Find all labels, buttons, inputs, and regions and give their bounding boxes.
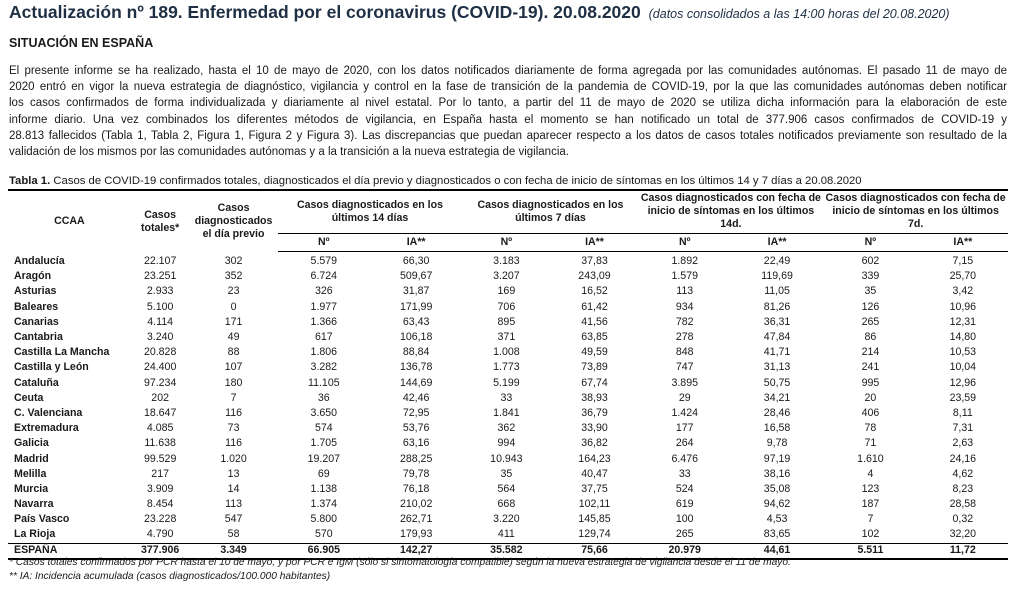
cell-ia-7d: 61,42 [581, 300, 608, 313]
cell-ia-7d: 145,85 [578, 513, 611, 526]
cell-ia-sint-7d: 24,16 [949, 452, 977, 465]
cell-ccaa: Galicia [14, 437, 49, 450]
table-row [8, 436, 1008, 451]
cell-n-sint-7d: 123 [861, 482, 880, 495]
cell-ia-14d: 171,99 [399, 300, 433, 313]
table-caption-label: Tabla 1. [9, 175, 51, 187]
cell-casos-totales: 99.529 [143, 452, 177, 465]
cell-dia-previo: 113 [225, 498, 243, 511]
cell-n-sint-14d: 100 [675, 513, 694, 526]
cell-casos-totales: 5.100 [146, 300, 174, 313]
cell-n-sint-14d: 177 [675, 422, 694, 435]
cell-n-sint-14d: 3.895 [671, 376, 698, 389]
cell-n-7d: 3.183 [493, 255, 520, 268]
cell-n-14d: 326 [314, 285, 333, 298]
paragraph-line: 28.813 fallecidos (Tabla 1, Tabla 2, Figura 1, Figura 2 y Figura 3). Las discrepancias que puedan aparecer respecto a los datos de casos totales notificados previamente son resultado de la [9, 129, 1007, 142]
cell-n-7d: 668 [497, 498, 516, 511]
cell-casos-totales: 4.790 [146, 528, 174, 541]
cell-dia-previo: 180 [224, 376, 243, 389]
report-title-main: Actualización nº 189. Enfermedad por el coronavirus (COVID-19). 20.08.2020 [9, 2, 641, 22]
cell-ia-7d: 63,85 [581, 331, 608, 344]
cell-ia-sint-14d: 44,61 [731, 543, 823, 559]
cell-ccaa: Canarias [14, 315, 59, 328]
cell-ia-sint-14d: 36,31 [763, 315, 791, 328]
cell-ia-sint-7d: 3,42 [952, 285, 974, 298]
cell-ia-7d: 102,11 [578, 498, 611, 511]
header-casos-totales: Casos totales* [131, 190, 190, 252]
table-row [8, 391, 1008, 406]
table-row [8, 497, 1008, 512]
table-body [8, 252, 1008, 559]
cell-n-sint-14d: 1.424 [671, 406, 698, 419]
cell-ccaa: Baleares [14, 300, 59, 313]
footnote-casos-totales: * Casos totales confirmados por PCR hasta el 10 de mayo, y por PCR e IgM (sólo si sintomatología compatible) según la nueva estrategia de vigilancia desde el 11 de mayo. [9, 557, 791, 568]
cell-casos-totales: 3.240 [146, 331, 174, 344]
cell-casos-totales: 11.638 [144, 437, 176, 450]
cell-n-sint-7d: 7 [867, 513, 874, 526]
cell-casos-totales: 3.909 [146, 482, 174, 495]
cell-ia-sint-14d: 28,46 [763, 406, 791, 419]
cell-dia-previo: 7 [230, 391, 237, 404]
cell-ia-sint-7d: 10,04 [949, 361, 977, 374]
paragraph-line: los casos confirmados de forma individualizada y diariamente al nivel estatal. Por lo tanto, a partir del 11 de mayo de 2020 se utiliza dicha información para la elaboración de este [9, 97, 1007, 110]
cell-ia-sint-7d: 25,70 [949, 270, 977, 283]
cell-ia-14d: 210,02 [399, 498, 433, 511]
cell-casos-totales: 24.400 [143, 361, 177, 374]
cell-dia-previo: 302 [224, 254, 243, 267]
cell-ia-14d: 42,46 [402, 391, 430, 404]
cell-n-sint-14d: 1.892 [671, 255, 698, 268]
cell-ccaa: C. Valenciana [14, 406, 83, 419]
cell-ia-sint-14d: 83,65 [763, 528, 791, 541]
cell-ccaa: ESPAÑA [8, 543, 131, 559]
cell-ia-7d: 16,52 [581, 285, 608, 298]
cell-n-14d: 36 [317, 391, 330, 404]
cell-ia-sint-7d: 8,23 [952, 482, 974, 495]
cell-n-sint-7d: 241 [861, 361, 880, 374]
cell-ccaa: La Rioja [14, 528, 56, 541]
cell-n-sint-14d: 29 [678, 391, 691, 404]
cell-n-7d: 362 [497, 422, 516, 435]
cell-dia-previo: 1.020 [220, 452, 247, 465]
cell-n-7d: 895 [497, 315, 516, 328]
cell-dia-previo: 88 [227, 346, 240, 359]
header-group-14-dias: Casos diagnosticados en los últimos 14 días [278, 190, 463, 234]
cell-ccaa: Madrid [14, 452, 49, 465]
cell-casos-totales: 2.933 [146, 285, 174, 298]
cell-ia-14d: 262,71 [399, 513, 433, 526]
cell-n-7d: 706 [497, 300, 516, 313]
cell-ia-sint-14d: 47,84 [763, 331, 791, 344]
cell-casos-totales: 8.454 [146, 498, 174, 511]
cell-ia-sint-7d: 12,96 [949, 376, 977, 389]
header-group-sintomas-7d: Casos diagnosticados con fecha de inicio de síntomas en los últimos 7d. [823, 190, 1008, 234]
cell-ia-14d: 142,27 [370, 543, 462, 559]
cell-n-14d: 11.105 [307, 376, 340, 389]
table-row [8, 269, 1008, 284]
cell-ia-14d: 179,93 [399, 528, 433, 541]
cell-ia-7d: 129,74 [578, 528, 611, 541]
cell-ccaa: Cataluña [14, 376, 59, 389]
cell-dia-previo: 58 [227, 528, 240, 541]
cell-ia-sint-14d: 94,62 [763, 498, 791, 511]
cell-ia-14d: 88,84 [402, 346, 430, 359]
cell-ia-sint-7d: 8,11 [952, 406, 973, 419]
table-row [8, 406, 1008, 421]
cell-n-14d: 6.724 [310, 270, 338, 283]
cell-n-sint-7d: 102 [861, 528, 880, 541]
cell-n-sint-7d: 339 [861, 270, 880, 283]
cell-ia-7d: 67,74 [581, 376, 608, 389]
cell-ccaa: Asturias [14, 285, 57, 298]
cell-ccaa: Navarra [14, 498, 54, 511]
cell-ia-sint-7d: 10,96 [949, 300, 977, 313]
cell-dia-previo: 13 [227, 467, 240, 480]
cell-ia-sint-7d: 14,80 [949, 331, 977, 344]
header-ia: IA** [918, 234, 1008, 252]
cell-ia-sint-7d: 10,53 [949, 346, 977, 359]
cell-n-14d: 19.207 [307, 452, 340, 465]
cell-n-7d: 5.199 [493, 376, 520, 389]
cell-ia-sint-14d: 16,58 [763, 422, 791, 435]
cell-ia-sint-14d: 9,78 [766, 437, 788, 450]
cell-casos-totales: 18.647 [143, 406, 177, 419]
cell-n-7d: 411 [497, 528, 515, 541]
cell-n-14d: 617 [314, 331, 333, 344]
header-n: Nº [639, 234, 731, 252]
table-row [8, 482, 1008, 497]
footnotes [9, 556, 791, 584]
cell-dia-previo: 107 [224, 361, 243, 374]
cell-n-14d: 1.374 [310, 498, 338, 511]
cell-casos-totales: 217 [151, 467, 169, 480]
table-row [8, 467, 1008, 482]
cell-n-sint-14d: 619 [675, 498, 694, 511]
cell-casos-totales: 23.228 [143, 513, 177, 526]
cell-casos-totales: 4.114 [147, 315, 173, 328]
cell-ia-14d: 136,78 [399, 361, 433, 374]
cell-ia-14d: 106,18 [399, 331, 433, 344]
header-ia: IA** [731, 234, 823, 252]
cell-dia-previo: 23 [227, 285, 240, 298]
cell-ia-sint-14d: 38,16 [763, 467, 791, 480]
header-ia: IA** [370, 234, 462, 252]
cell-ia-sint-7d: 2,63 [952, 437, 974, 450]
cell-n-14d: 570 [314, 528, 333, 541]
cell-ia-14d: 66,30 [402, 255, 430, 268]
cell-n-7d: 3.220 [493, 513, 520, 526]
table-row [8, 451, 1008, 466]
table-row [8, 315, 1008, 330]
cell-n-14d: 5.800 [310, 513, 338, 526]
cell-dia-previo: 116 [225, 406, 243, 419]
cell-ia-sint-7d: 4,62 [952, 467, 974, 480]
paragraph-line: validación de los mismos por las comunidades autónomas y a la transición a la nueva estrategia de vigilancia. [9, 146, 569, 159]
cell-ia-14d: 144,69 [399, 376, 433, 389]
cell-ia-sint-14d: 50,75 [763, 376, 791, 389]
cell-ia-sint-14d: 22,49 [763, 255, 791, 268]
cell-casos-totales: 4.085 [146, 422, 174, 435]
section-heading: SITUACIÓN EN ESPAÑA [9, 36, 154, 50]
cell-ia-14d: 79,78 [402, 467, 430, 480]
header-group-sintomas-14d: Casos diagnosticados con fecha de inicio de síntomas en los últimos 14d. [639, 190, 824, 234]
header-n: Nº [462, 234, 550, 252]
cell-ia-sint-14d: 31,13 [763, 361, 791, 374]
table-row [8, 421, 1008, 436]
cell-casos-totales: 202 [151, 391, 169, 404]
cell-ia-sint-14d: 119,69 [761, 270, 793, 283]
cell-n-sint-7d: 406 [861, 406, 880, 419]
footnote-ia: ** IA: Incidencia acumulada (casos diagnosticados/100.000 habitantes) [9, 571, 331, 582]
cell-ccaa: Castilla La Mancha [14, 346, 110, 359]
cell-dia-previo: 49 [227, 331, 240, 344]
table-row [8, 300, 1008, 315]
cell-dia-previo: 14 [227, 482, 240, 495]
cell-ia-14d: 72,95 [402, 406, 430, 419]
header-n: Nº [823, 234, 917, 252]
cell-n-7d: 33 [500, 391, 513, 404]
cell-n-7d: 1.773 [493, 361, 520, 374]
cell-n-7d: 371 [497, 331, 516, 344]
cell-ia-sint-14d: 81,26 [763, 300, 791, 313]
paragraph-line: 2020 entró en vigor la nueva estrategia de diagnóstico, vigilancia y control en la fase de transición de la pandemia de COVID-19, por la que las comunidades autónomas deben notificar [9, 81, 1007, 94]
cell-ia-sint-7d: 28,58 [949, 498, 977, 511]
cell-ia-7d: 36,82 [581, 437, 608, 450]
header-ccaa: CCAA [8, 190, 131, 252]
cell-dia-previo: 352 [224, 270, 243, 283]
cell-n-sint-7d: 35 [864, 285, 877, 298]
cell-ccaa: Cantabria [14, 331, 63, 344]
cell-ia-7d: 49,59 [581, 346, 608, 359]
cell-n-7d: 35 [500, 467, 513, 480]
cell-n-sint-14d: 782 [675, 315, 694, 328]
report-title-subtitle: (datos consolidados a las 14:00 horas del 20.08.2020) [648, 7, 950, 21]
cell-n-14d: 1.705 [310, 437, 338, 450]
cell-ia-sint-14d: 97,19 [763, 452, 791, 465]
cell-ia-sint-7d: 0,32 [952, 513, 974, 526]
cell-ccaa: País Vasco [14, 513, 70, 526]
cell-n-sint-14d: 1.579 [671, 270, 698, 283]
cell-n-sint-7d: 1.610 [857, 452, 884, 465]
cell-ia-7d: 38,93 [581, 391, 608, 404]
cell-ia-7d: 243,09 [578, 270, 611, 283]
cell-n-sint-14d: 33 [678, 467, 691, 480]
cell-ia-7d: 73,89 [581, 361, 608, 374]
covid-cases-table [8, 189, 1008, 560]
cell-ia-sint-14d: 11,05 [764, 285, 790, 298]
table-row [8, 527, 1008, 543]
cell-n-7d: 994 [497, 437, 516, 450]
cell-n-7d: 564 [497, 482, 516, 495]
cell-ia-7d: 40,47 [581, 467, 608, 480]
cell-n-sint-14d: 848 [675, 346, 694, 359]
cell-ia-7d: 37,83 [581, 255, 608, 268]
cell-ia-sint-7d: 11,72 [918, 543, 1008, 559]
cell-ia-sint-14d: 4,53 [766, 513, 788, 526]
cell-ia-sint-14d: 35,08 [763, 482, 791, 495]
cell-n-7d: 10.943 [490, 452, 523, 465]
report-title [9, 2, 950, 23]
cell-n-sint-7d: 71 [864, 437, 877, 450]
table-row [8, 345, 1008, 360]
cell-n-7d: 169 [497, 285, 516, 298]
cell-n-sint-14d: 747 [675, 361, 694, 374]
cell-n-sint-14d: 524 [675, 482, 694, 495]
header-ia: IA** [550, 234, 638, 252]
cell-n-sint-14d: 264 [675, 437, 694, 450]
cell-ia-14d: 53,76 [402, 422, 430, 435]
intro-paragraph [9, 63, 1007, 160]
header-group-7-dias: Casos diagnosticados en los últimos 7 días [462, 190, 638, 234]
cell-n-sint-14d: 113 [676, 285, 694, 298]
cell-n-7d: 3.207 [493, 270, 520, 283]
cell-ccaa: Extremadura [14, 422, 79, 435]
cell-casos-totales: 97.234 [143, 376, 177, 389]
table-caption-text: Casos de COVID-19 confirmados totales, diagnosticados el día previo y diagnosticados o con fecha de inicio de síntomas en los últimos 14 y 7 días a 20.08.2020 [53, 175, 862, 187]
cell-ccaa: Castilla y León [14, 361, 89, 374]
cell-n-7d: 35.582 [462, 543, 550, 559]
cell-n-sint-7d: 4 [867, 467, 874, 480]
cell-ia-sint-14d: 41,71 [763, 346, 791, 359]
cell-n-sint-7d: 86 [864, 331, 877, 344]
cell-n-14d: 3.650 [310, 406, 338, 419]
cell-n-14d: 66.905 [278, 543, 370, 559]
cell-dia-previo: 171 [224, 315, 243, 328]
cell-ccaa: Ceuta [14, 391, 44, 404]
cell-casos-totales: 377.906 [131, 543, 190, 559]
cell-n-sint-14d: 6.476 [671, 452, 698, 465]
cell-ia-7d: 164,23 [578, 452, 611, 465]
cell-n-sint-7d: 995 [861, 376, 880, 389]
cell-n-14d: 69 [317, 467, 330, 480]
cell-ia-sint-7d: 32,20 [949, 528, 977, 541]
header-n: Nº [278, 234, 370, 252]
cell-dia-previo: 116 [225, 437, 243, 450]
table-row [8, 512, 1008, 527]
cell-ia-14d: 63,43 [402, 315, 430, 328]
cell-n-sint-7d: 20 [864, 391, 877, 404]
cell-n-sint-7d: 78 [864, 422, 877, 435]
cell-n-sint-14d: 278 [675, 331, 694, 344]
cell-ia-14d: 509,67 [399, 270, 433, 283]
cell-ia-sint-7d: 23,59 [949, 391, 977, 404]
cell-dia-previo: 547 [224, 513, 243, 526]
cell-ccaa: Melilla [14, 467, 47, 480]
cell-n-14d: 5.579 [310, 255, 338, 268]
cell-ia-7d: 41,56 [581, 315, 608, 328]
cell-ia-7d: 36,79 [581, 406, 608, 419]
cell-dia-previo: 0 [230, 300, 237, 313]
cell-n-sint-14d: 265 [675, 528, 694, 541]
cell-n-7d: 1.008 [493, 346, 520, 359]
cell-n-sint-7d: 126 [861, 300, 880, 313]
cell-n-14d: 3.282 [310, 361, 338, 374]
cell-ia-sint-7d: 7,31 [952, 422, 974, 435]
cell-ia-7d: 37,75 [581, 482, 608, 495]
table-row [8, 376, 1008, 391]
cell-casos-totales: 23.251 [143, 270, 177, 283]
cell-casos-totales: 20.828 [143, 346, 177, 359]
cell-n-sint-7d: 5.511 [823, 543, 917, 559]
table-row [8, 360, 1008, 375]
cell-ia-7d: 75,66 [550, 543, 638, 559]
cell-dia-previo: 3.349 [190, 543, 278, 559]
cell-n-sint-7d: 214 [861, 346, 880, 359]
paragraph-line: informe diario. Una vez combinados los diferentes métodos de vigilancia, en España hasta el momento se han notificado un total de 377.906 casos confirmados de COVID-19 y [9, 113, 1007, 126]
header-dia-previo: Casos diagnosticados el día previo [190, 190, 278, 252]
cell-dia-previo: 73 [227, 422, 240, 435]
cell-ia-14d: 76,18 [402, 482, 430, 495]
cell-ia-sint-7d: 7,15 [952, 255, 974, 268]
cell-n-7d: 1.841 [493, 406, 520, 419]
table-row [8, 330, 1008, 345]
cell-n-14d: 574 [314, 422, 333, 435]
cell-n-14d: 1.138 [310, 482, 338, 495]
cell-ia-14d: 63,16 [402, 437, 430, 450]
table-row [8, 284, 1008, 299]
cell-ia-14d: 31,87 [402, 285, 430, 298]
cell-n-14d: 1.366 [310, 315, 338, 328]
cell-n-sint-14d: 934 [675, 300, 694, 313]
cell-n-sint-7d: 602 [861, 255, 880, 268]
paragraph-line: El presente informe se ha realizado, hasta el 10 de mayo de 2020, con los datos notificados diariamente de forma agregada por las comunidades autónomas. El pasado 11 de mayo de [9, 65, 1007, 77]
cell-ccaa: Aragón [14, 270, 52, 283]
cell-n-sint-14d: 20.979 [639, 543, 731, 559]
cell-casos-totales: 22.107 [143, 254, 177, 267]
cell-ia-sint-14d: 34,21 [763, 391, 791, 404]
cell-n-14d: 1.806 [310, 346, 338, 359]
cell-n-sint-7d: 187 [861, 498, 880, 511]
cell-ia-14d: 288,25 [399, 452, 433, 465]
table-caption [9, 175, 862, 187]
cell-n-14d: 1.977 [310, 300, 338, 313]
cell-n-sint-7d: 265 [861, 315, 880, 328]
cell-ia-sint-7d: 12,31 [949, 315, 977, 328]
cell-ccaa: Murcia [14, 482, 49, 495]
cell-ccaa: Andalucía [14, 254, 65, 267]
cell-ia-7d: 33,90 [581, 422, 608, 435]
table-row [8, 252, 1008, 270]
